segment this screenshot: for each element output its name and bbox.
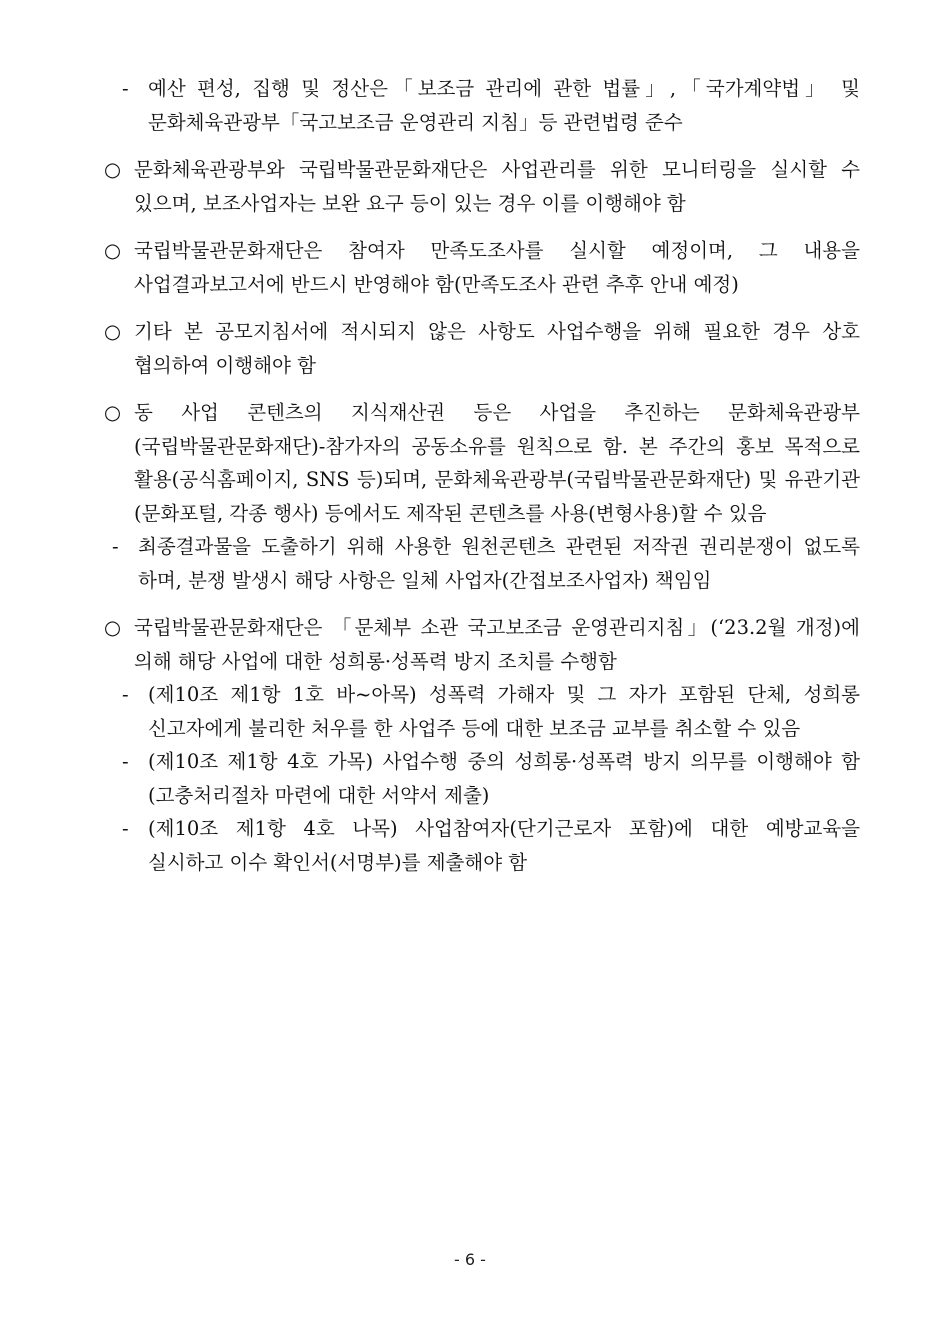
- paragraph-text: (제10조 제1항 4호 나목) 사업참여자(단기근로자 포함)에 대한 예방교육을 실시하고 이수 확인서(서명부)를 제출해야 함: [148, 817, 860, 874]
- circle-bullet-marker: ○: [104, 239, 122, 262]
- dash-item-article10-1-4-ga: [100, 745, 860, 812]
- bullet-item-other-matters: [100, 315, 860, 382]
- page-number: - 6 -: [454, 1250, 486, 1269]
- bullet-item-harassment-prevention: [100, 611, 860, 678]
- bullet-item-satisfaction-survey: [100, 234, 860, 301]
- dash-marker: -: [122, 683, 129, 706]
- paragraph-text: 국립박물관문화재단은 참여자 만족도조사를 실시할 예정이며, 그 내용을 사업결과보고서에 반드시 반영해야 함(만족도조사 관련 추후 안내 예정): [134, 239, 860, 296]
- paragraph-text: 최종결과물을 도출하기 위해 사용한 원천콘텐츠 관련된 저작권 권리분쟁이 없도록 하며, 분쟁 발생시 해당 사항은 일체 사업자(간접보조사업자) 책임임: [138, 535, 860, 592]
- paragraph-text: 문화체육관광부와 국립박물관문화재단은 사업관리를 위한 모니터링을 실시할 수 있으며, 보조사업자는 보완 요구 등이 있는 경우 이를 이행해야 함: [134, 158, 860, 215]
- circle-bullet-marker: ○: [104, 320, 122, 343]
- circle-bullet-marker: ○: [104, 616, 122, 639]
- paragraph-text: 국립박물관문화재단은 「문체부 소관 국고보조금 운영관리지침」(‘23.2월 개정)에 의해 해당 사업에 대한 성희롱·성폭력 방지 조치를 수행함: [134, 616, 860, 673]
- paragraph-text: 예산 편성, 집행 및 정산은「보조금 관리에 관한 법률」,「국가계약법」 및 문화체육관광부「국고보조금 운영관리 지침」등 관련법령 준수: [148, 77, 860, 134]
- dash-marker: -: [122, 77, 129, 100]
- paragraph-text: 동 사업 콘텐츠의 지식재산권 등은 사업을 추진하는 문화체육관광부(국립박물관문화재단)-참가자의 공동소유를 원칙으로 함. 본 주간의 홍보 목적으로 활용(공식홈페이지, SNS 등)되며, 문화체육관광부(국립박물관문화재단) 및 유관기관(문화포털, 각종 행사) 등에서도 제작된 콘텐츠를 사용(변형사용)할 수 있음: [134, 401, 860, 525]
- paragraph-text: 기타 본 공모지침서에 적시되지 않은 사항도 사업수행을 위해 필요한 경우 상호 협의하여 이행해야 함: [134, 320, 860, 377]
- dash-marker: -: [112, 535, 119, 558]
- document-body: [100, 72, 860, 879]
- dash-item-article10-1-4-na: [100, 812, 860, 879]
- bullet-item-intellectual-property: [100, 396, 860, 530]
- paragraph-text: (제10조 제1항 4호 가목) 사업수행 중의 성희롱·성폭력 방지 의무를 이행해야 함(고충처리절차 마련에 대한 서약서 제출): [148, 750, 860, 807]
- dash-marker: -: [122, 817, 129, 840]
- dash-marker: -: [122, 750, 129, 773]
- bullet-item-monitoring: [100, 153, 860, 220]
- circle-bullet-marker: ○: [104, 401, 122, 424]
- circle-bullet-marker: ○: [104, 158, 122, 181]
- dash-item-budget-compliance: [100, 72, 860, 139]
- paragraph-text: (제10조 제1항 1호 바~아목) 성폭력 가해자 및 그 자가 포함된 단체, 성희롱 신고자에게 불리한 처우를 한 사업주 등에 대한 보조금 교부를 취소할 수 있음: [148, 683, 860, 740]
- dash-item-copyright-dispute: [100, 530, 860, 597]
- dash-item-article10-1-1: [100, 678, 860, 745]
